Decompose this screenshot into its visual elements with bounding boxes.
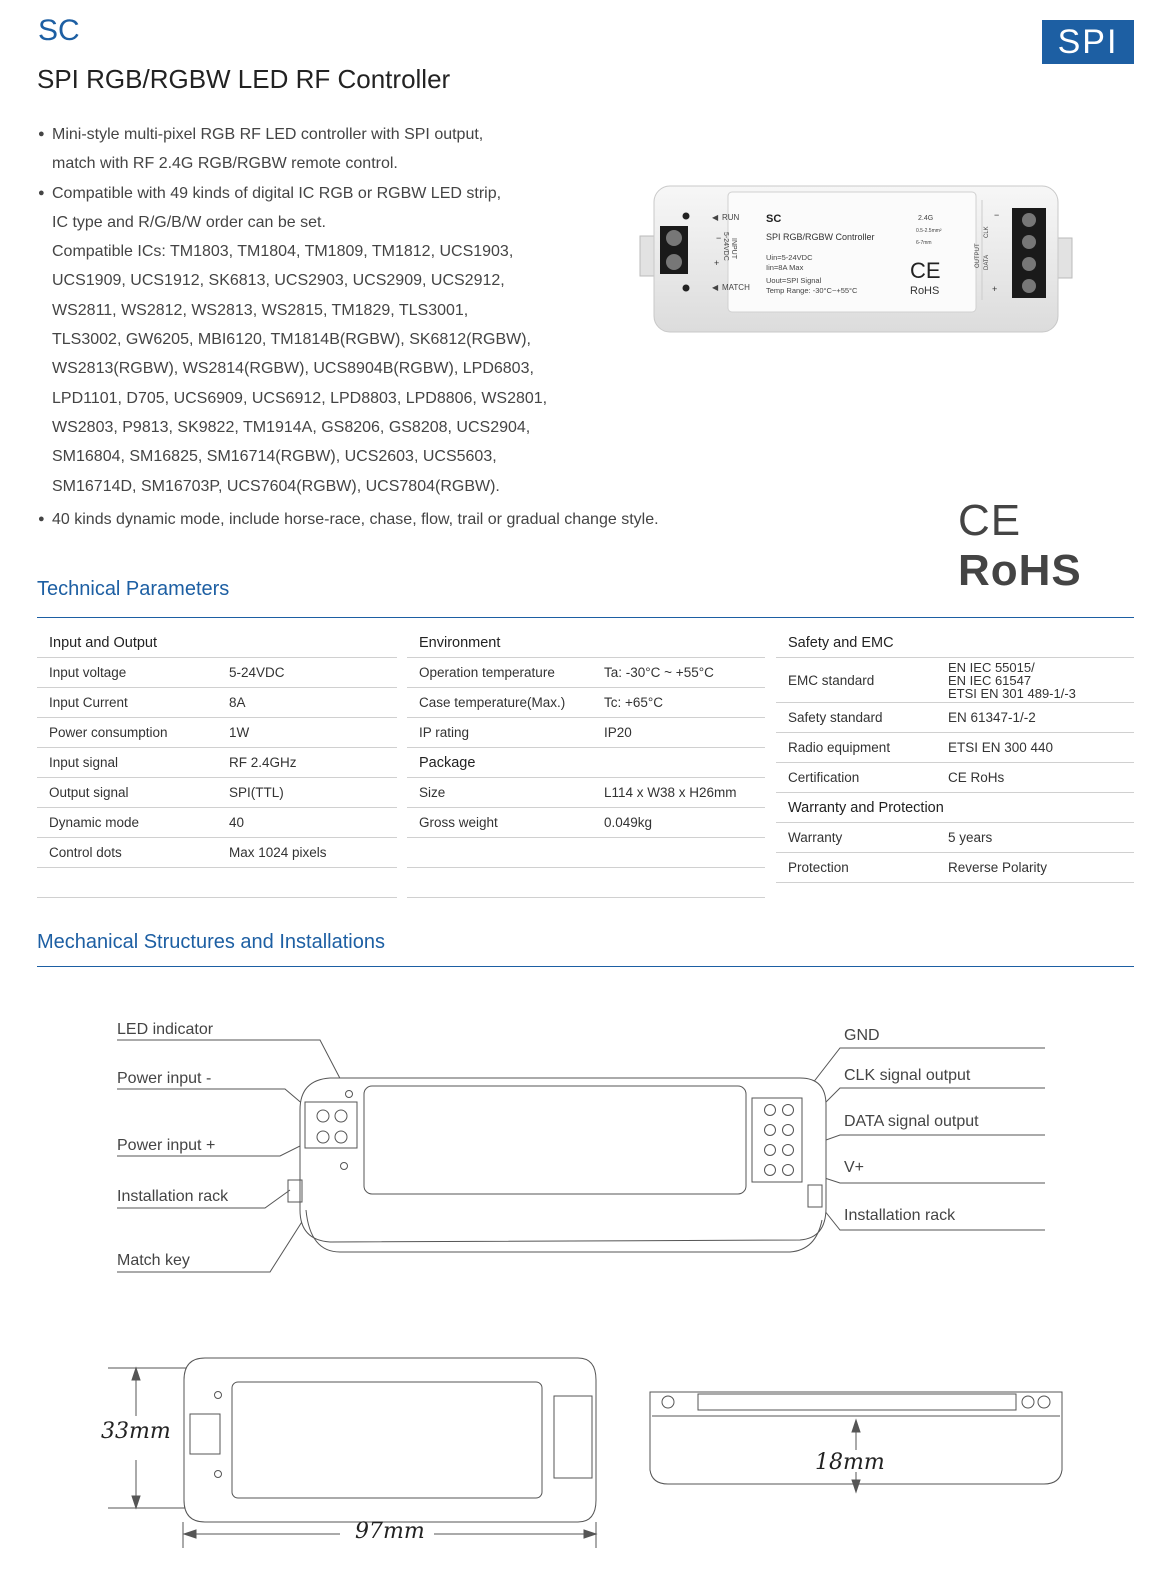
certification-marks	[958, 496, 1170, 596]
spi-badge: SPI	[1042, 20, 1134, 64]
feature-line: TLS3002, GW6205, MBI6120, TM1814B(RGBW), SK6812(RGBW),	[52, 331, 531, 349]
feature-line: WS2803, P9813, SK9822, TM1914A, GS8206, GS8208, UCS2904,	[52, 418, 531, 436]
param-name: Input signal	[37, 748, 217, 778]
feature-item	[38, 505, 659, 534]
table-header: Input and Output	[37, 628, 397, 658]
table-row	[407, 718, 765, 748]
feature-line: Compatible ICs: TM1803, TM1804, TM1809, TM1812, UCS1903,	[52, 243, 514, 261]
wire-label: 0.5-2.5mm²	[916, 228, 942, 234]
label-name: SPI RGB/RGBW Controller	[766, 232, 875, 242]
minus-mark: −	[716, 233, 722, 243]
param-name: Size	[407, 778, 592, 808]
table-header: Safety and EMC	[776, 628, 1134, 658]
emc-standard: EN IEC 61547	[948, 672, 1032, 688]
side-view-drawing	[640, 1380, 1080, 1500]
feature-list	[38, 120, 659, 534]
param-value	[936, 658, 1134, 703]
data-label: DATA	[984, 254, 990, 270]
input-range-label: 5-24VDC	[722, 232, 729, 261]
table-row	[407, 748, 765, 778]
param-value: 40	[217, 808, 397, 838]
table-input-output	[37, 628, 397, 898]
plus-mark: +	[714, 258, 720, 268]
feature-line: UCS1909, UCS1912, SK6813, UCS2903, UCS2909, UCS2912,	[52, 272, 505, 290]
param-name: Warranty	[776, 823, 936, 853]
svg-text:◀: ◀	[712, 213, 719, 222]
minus-mark: −	[994, 210, 1000, 220]
param-value: SPI(TTL)	[217, 778, 397, 808]
param-value: 8A	[217, 688, 397, 718]
table-row	[37, 658, 397, 688]
table-row	[407, 688, 765, 718]
param-value: EN 61347-1/-2	[936, 703, 1134, 733]
feature-line: match with RF 2.4G RGB/RGBW remote control.	[52, 155, 398, 173]
param-name: Control dots	[37, 838, 217, 868]
callout-gnd: GND	[844, 1027, 880, 1044]
table-row	[776, 763, 1134, 793]
param-name: Power consumption	[37, 718, 217, 748]
table-row	[407, 778, 765, 808]
run-label: RUN	[722, 213, 740, 222]
table-row	[37, 748, 397, 778]
label-spec: Iin=8A Max	[766, 263, 804, 272]
clk-label: CLK	[984, 226, 990, 238]
param-value: Reverse Polarity	[936, 853, 1134, 883]
rohs-logo: RoHS	[958, 546, 1082, 595]
table-row	[776, 853, 1134, 883]
table-safety-emc	[776, 628, 1134, 883]
plus-mark: +	[992, 284, 998, 294]
table-row	[776, 793, 1134, 823]
rohs-mark: RoHS	[910, 285, 940, 297]
table-row	[776, 628, 1134, 658]
feature-item	[38, 179, 638, 501]
param-value: IP20	[592, 718, 765, 748]
feature-line: SM16714D, SM16703P, UCS7604(RGBW), UCS7804(RGBW).	[52, 477, 500, 495]
param-name: EMC standard	[776, 658, 936, 703]
callout-power-minus: Power input -	[117, 1070, 212, 1087]
label-spec: Temp Range: -30°C~+55°C	[766, 286, 858, 295]
callout-data: DATA signal output	[844, 1113, 979, 1130]
label-spec: Uin=5-24VDC	[766, 253, 813, 262]
feature-line: IC type and R/G/B/W order can be set.	[52, 213, 326, 231]
param-name: Output signal	[37, 778, 217, 808]
dim-length: 97mm	[355, 1519, 425, 1544]
callout-match-key: Match key	[117, 1252, 190, 1269]
table-row	[37, 868, 397, 898]
table-header: Warranty and Protection	[776, 793, 1134, 823]
feature-line: ● 40 kinds dynamic mode, include horse-race, chase, flow, trail or gradual change style.	[52, 510, 659, 528]
param-value: L114 x W38 x H26mm	[592, 778, 765, 808]
callout-power-plus: Power input +	[117, 1137, 216, 1154]
tech-params-heading: Technical Parameters	[37, 578, 230, 600]
param-value: Max 1024 pixels	[217, 838, 397, 868]
param-value: Tc: +65°C	[592, 688, 765, 718]
emc-standard: EN IEC 55015/	[948, 659, 1035, 675]
param-name: Gross weight	[407, 808, 592, 838]
param-name: Dynamic mode	[37, 808, 217, 838]
table-environment	[407, 628, 765, 898]
feature-line: ● Compatible with 49 kinds of digital IC RGB or RGBW LED strip,	[52, 184, 502, 202]
param-value: 5-24VDC	[217, 658, 397, 688]
table-row	[407, 628, 765, 658]
ce-logo: CE	[958, 496, 1022, 545]
table-row	[37, 718, 397, 748]
table-row	[37, 688, 397, 718]
param-value: ETSI EN 300 440	[936, 733, 1134, 763]
installation-diagram	[0, 990, 1170, 1290]
feature-item	[38, 120, 638, 179]
callout-installation-rack: Installation rack	[117, 1188, 229, 1205]
callout-installation-rack: Installation rack	[844, 1207, 956, 1224]
table-header: Package	[407, 748, 765, 778]
param-value: 0.049kg	[592, 808, 765, 838]
param-name: Radio equipment	[776, 733, 936, 763]
table-row	[37, 838, 397, 868]
section-divider	[37, 617, 1134, 618]
table-row	[776, 658, 1134, 703]
table-row	[407, 868, 765, 898]
svg-text:◀: ◀	[712, 283, 719, 292]
param-value: RF 2.4GHz	[217, 748, 397, 778]
table-row	[776, 703, 1134, 733]
param-name: Case temperature(Max.)	[407, 688, 592, 718]
callout-vplus: V+	[844, 1159, 865, 1176]
label-spec: Uout=SPI Signal	[766, 276, 822, 285]
callout-led-indicator: LED indicator	[117, 1021, 214, 1038]
table-row	[776, 823, 1134, 853]
model-code: SC	[38, 14, 80, 47]
dim-thickness: 18mm	[815, 1450, 885, 1475]
feature-line: SM16804, SM16825, SM16714(RGBW), UCS2603, UCS5603,	[52, 448, 497, 466]
param-name: Operation temperature	[407, 658, 592, 688]
rf-label: 2.4G	[918, 215, 934, 222]
mech-heading: Mechanical Structures and Installations	[37, 931, 385, 953]
table-row	[407, 808, 765, 838]
param-name: Safety standard	[776, 703, 936, 733]
page-title: SPI RGB/RGBW LED RF Controller	[37, 64, 451, 94]
param-value: CE RoHs	[936, 763, 1134, 793]
match-label: MATCH	[722, 283, 750, 292]
emc-standard: ETSI EN 301 489-1/-3	[948, 685, 1076, 701]
param-value: 1W	[217, 718, 397, 748]
table-row	[407, 838, 765, 868]
table-row	[37, 778, 397, 808]
param-name: Input Current	[37, 688, 217, 718]
ce-mark: CE	[910, 258, 941, 283]
param-name: IP rating	[407, 718, 592, 748]
table-row	[37, 808, 397, 838]
input-label: INPUT	[730, 238, 737, 259]
label-model: SC	[766, 213, 782, 225]
output-label: OUTPUT	[975, 243, 981, 268]
feature-line: WS2813(RGBW), WS2814(RGBW), UCS8904B(RGBW), LPD6803,	[52, 360, 534, 378]
param-name: Input voltage	[37, 658, 217, 688]
callout-clk: CLK signal output	[844, 1067, 971, 1084]
feature-line: ● Mini-style multi-pixel RGB RF LED controller with SPI output,	[52, 126, 484, 143]
param-name: Protection	[776, 853, 936, 883]
feature-line: LPD1101, D705, UCS6909, UCS6912, LPD8803, LPD8806, WS2801,	[52, 389, 548, 407]
table-header: Environment	[407, 628, 765, 658]
feature-line: WS2811, WS2812, WS2813, WS2815, TM1829, TLS3001,	[52, 301, 469, 319]
table-row	[407, 658, 765, 688]
param-name: Certification	[776, 763, 936, 793]
table-row	[776, 733, 1134, 763]
dim-height: 33mm	[101, 1419, 171, 1444]
param-value: Ta: -30°C ~ +55°C	[592, 658, 765, 688]
param-value: 5 years	[936, 823, 1134, 853]
table-row	[37, 628, 397, 658]
product-photo	[636, 180, 1076, 340]
section-divider	[37, 966, 1134, 967]
wire-label: 6-7mm	[916, 240, 932, 246]
